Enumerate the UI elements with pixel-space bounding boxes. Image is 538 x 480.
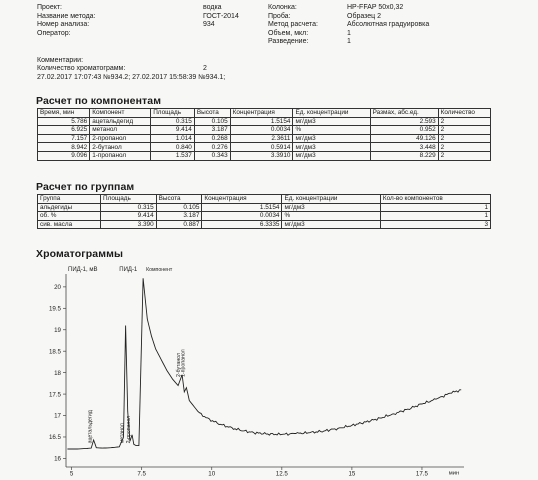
header-label: Проба: xyxy=(268,12,291,20)
header-label: Колонка: xyxy=(268,4,297,11)
table-cell: сив. масла xyxy=(38,220,101,229)
table-header-cell: Площадь xyxy=(151,109,195,118)
groups-section-title: Расчет по группам xyxy=(36,181,135,193)
comments-label: Комментарии: xyxy=(37,57,84,64)
chromatograms-section-title: Хроматограммы xyxy=(36,248,124,260)
chromatogram-list: 27.02.2017 17:07:43 №934.2; 27.02.2017 15:58:39 №934.1; xyxy=(37,73,226,81)
x-tick-label: 15 xyxy=(348,470,356,478)
table-cell: 1-пропанол xyxy=(90,151,151,160)
table-cell: мг/дм3 xyxy=(293,143,370,152)
table-cell: мг/дм3 xyxy=(282,220,380,229)
table-cell: 0.0034 xyxy=(202,212,282,221)
header-left-values xyxy=(203,4,239,38)
operator-value xyxy=(203,30,239,39)
table-cell: 0.887 xyxy=(156,220,202,229)
table-header-cell: Размах, абс.ед. xyxy=(370,109,438,118)
table-cell: 0.0034 xyxy=(230,126,293,135)
volume-value: 1 xyxy=(347,29,351,37)
y-tick-label: 19.5 xyxy=(48,305,61,313)
table-cell: 0.315 xyxy=(100,203,156,212)
table-header-cell: Количество xyxy=(438,109,490,118)
chromatogram-chart xyxy=(36,262,466,478)
table-cell: 0.105 xyxy=(156,203,202,212)
table-row xyxy=(38,212,491,221)
x-tick-label: 17.5 xyxy=(415,470,428,478)
dilution-value: 1 xyxy=(347,38,351,46)
header-label: Разведение: xyxy=(268,38,309,46)
components-table xyxy=(37,108,491,161)
table-cell: 2.3611 xyxy=(230,134,293,143)
table-header-cell: Ед. концентрации xyxy=(293,109,370,118)
header-label: Объем, мкл: xyxy=(268,29,309,37)
method-name-value: ГОСТ-2014 xyxy=(203,12,239,20)
table-cell: мг/дм3 xyxy=(293,117,370,126)
y-tick-label: 16 xyxy=(54,455,61,463)
table-header-row xyxy=(38,195,491,204)
y-axis-label: ПИД-1, мВ xyxy=(68,267,98,273)
peak-label: 1-пропанол xyxy=(180,349,187,377)
components-section-title: Расчет по компонентам xyxy=(36,95,162,107)
header-right-labels xyxy=(268,4,318,47)
table-cell: 2 xyxy=(438,134,490,143)
table-cell: 0.840 xyxy=(151,143,195,152)
table-cell: 2 xyxy=(438,117,490,126)
table-cell: 1.014 xyxy=(151,134,195,143)
sample-value: Образец 2 xyxy=(347,12,382,20)
table-row xyxy=(38,143,491,152)
table-cell: 9.414 xyxy=(151,126,195,135)
y-tick-label: 19 xyxy=(54,326,61,334)
table-cell: 1.537 xyxy=(151,151,195,160)
table-cell: 0.315 xyxy=(151,117,195,126)
table-cell: 2.593 xyxy=(370,117,438,126)
x-tick-label: 10 xyxy=(208,470,216,478)
x-tick-label: 5 xyxy=(69,470,74,478)
table-cell: 2 xyxy=(438,126,490,135)
table-row xyxy=(38,126,491,135)
chromatogram-count-label: Количество хроматограмм: xyxy=(37,65,126,73)
table-header-cell: Компонент xyxy=(90,109,151,118)
table-header-cell: Высота xyxy=(194,109,230,118)
table-cell: 1 xyxy=(380,212,490,221)
table-cell: 7.157 xyxy=(38,134,90,143)
table-cell: 1.5154 xyxy=(202,203,282,212)
header-label: Название метода: xyxy=(37,12,96,20)
table-row xyxy=(38,203,491,212)
table-cell: 2 xyxy=(438,143,490,152)
table-cell: 3 xyxy=(380,220,490,229)
table-header-cell: Высота xyxy=(156,195,202,204)
table-cell: 0.268 xyxy=(194,134,230,143)
column-value: HP-FFAP 50x0,32 xyxy=(347,4,404,11)
table-row xyxy=(38,220,491,229)
peak-label: ацетальдегид xyxy=(87,410,94,444)
chromatogram-count-value: 2 xyxy=(203,65,207,73)
table-cell: 0.5914 xyxy=(230,143,293,152)
peak-label: 2-бутанол xyxy=(176,352,183,377)
table-cell: мг/дм3 xyxy=(282,203,380,212)
y-tick-label: 18.5 xyxy=(48,348,61,356)
table-header-cell: Группа xyxy=(38,195,101,204)
calc-method-value: Абсолютная градуировка xyxy=(347,21,430,29)
x-tick-label: 12.5 xyxy=(275,470,288,478)
table-cell: 0.276 xyxy=(194,143,230,152)
table-cell: 2-пропанол xyxy=(90,134,151,143)
analysis-number-value: 934 xyxy=(203,21,215,29)
table-row xyxy=(38,117,491,126)
header-left-labels xyxy=(37,4,96,38)
table-header-cell: Время, мин xyxy=(38,109,90,118)
table-cell: мг/дм3 xyxy=(293,151,370,160)
header-label: Оператор: xyxy=(37,29,71,37)
table-cell: 3.3910 xyxy=(230,151,293,160)
table-cell: мг/дм3 xyxy=(293,134,370,143)
table-cell: 0.952 xyxy=(370,126,438,135)
trace-label: ПИД-1 xyxy=(119,267,138,273)
table-header-cell: Площадь xyxy=(100,195,156,204)
header-label: Проект: xyxy=(37,4,63,11)
table-cell: ацетальдегид xyxy=(90,117,151,126)
table-cell: метанол xyxy=(90,126,151,135)
y-tick-label: 18 xyxy=(54,369,61,377)
table-header-cell: Концентрация xyxy=(230,109,293,118)
table-header-cell: Концентрация xyxy=(202,195,282,204)
table-cell: 3.187 xyxy=(194,126,230,135)
y-tick-label: 17 xyxy=(54,412,61,420)
y-tick-label: 17.5 xyxy=(48,391,61,399)
table-cell: 6.925 xyxy=(38,126,90,135)
table-cell: 8.942 xyxy=(38,143,90,152)
table-cell: 8.229 xyxy=(370,151,438,160)
table-cell: 0.105 xyxy=(194,117,230,126)
table-cell: 5.786 xyxy=(38,117,90,126)
table-header-row xyxy=(38,109,491,118)
table-cell: 2-бутанол xyxy=(90,143,151,152)
peak-label: 2-пропанол xyxy=(126,415,133,444)
y-tick-label: 20 xyxy=(54,284,61,292)
table-cell: % xyxy=(293,126,370,135)
project-value: водка xyxy=(203,4,222,11)
header-label: Номер анализа: xyxy=(37,21,90,29)
table-cell: 9.414 xyxy=(100,212,156,221)
table-cell: 1.5154 xyxy=(230,117,293,126)
x-axis-label: мин xyxy=(448,470,460,477)
table-cell: об. % xyxy=(38,212,101,221)
peak-label: метанол xyxy=(119,423,126,444)
y-tick-label: 16.5 xyxy=(48,434,61,442)
table-cell: 1 xyxy=(380,203,490,212)
table-cell: 49.126 xyxy=(370,134,438,143)
table-cell: 3.390 xyxy=(100,220,156,229)
groups-table xyxy=(37,194,491,229)
table-row xyxy=(38,151,491,160)
header-right-values xyxy=(347,4,429,47)
table-row xyxy=(38,134,491,143)
header-label: Метод расчета: xyxy=(268,21,318,29)
table-cell: 3.187 xyxy=(156,212,202,221)
table-cell: 9.096 xyxy=(38,151,90,160)
table-cell: альдегиды xyxy=(38,203,101,212)
comments-block xyxy=(37,57,225,82)
table-header-cell: Ед. концентрации xyxy=(282,195,380,204)
table-header-cell: Кол-во компонентов xyxy=(380,195,490,204)
x-tick-label: 7.5 xyxy=(137,470,146,478)
table-cell: 3.448 xyxy=(370,143,438,152)
table-cell: 6.3335 xyxy=(202,220,282,229)
table-cell: 0.343 xyxy=(194,151,230,160)
component-label: Компонент xyxy=(146,267,173,273)
table-cell: 2 xyxy=(438,151,490,160)
table-cell: % xyxy=(282,212,380,221)
